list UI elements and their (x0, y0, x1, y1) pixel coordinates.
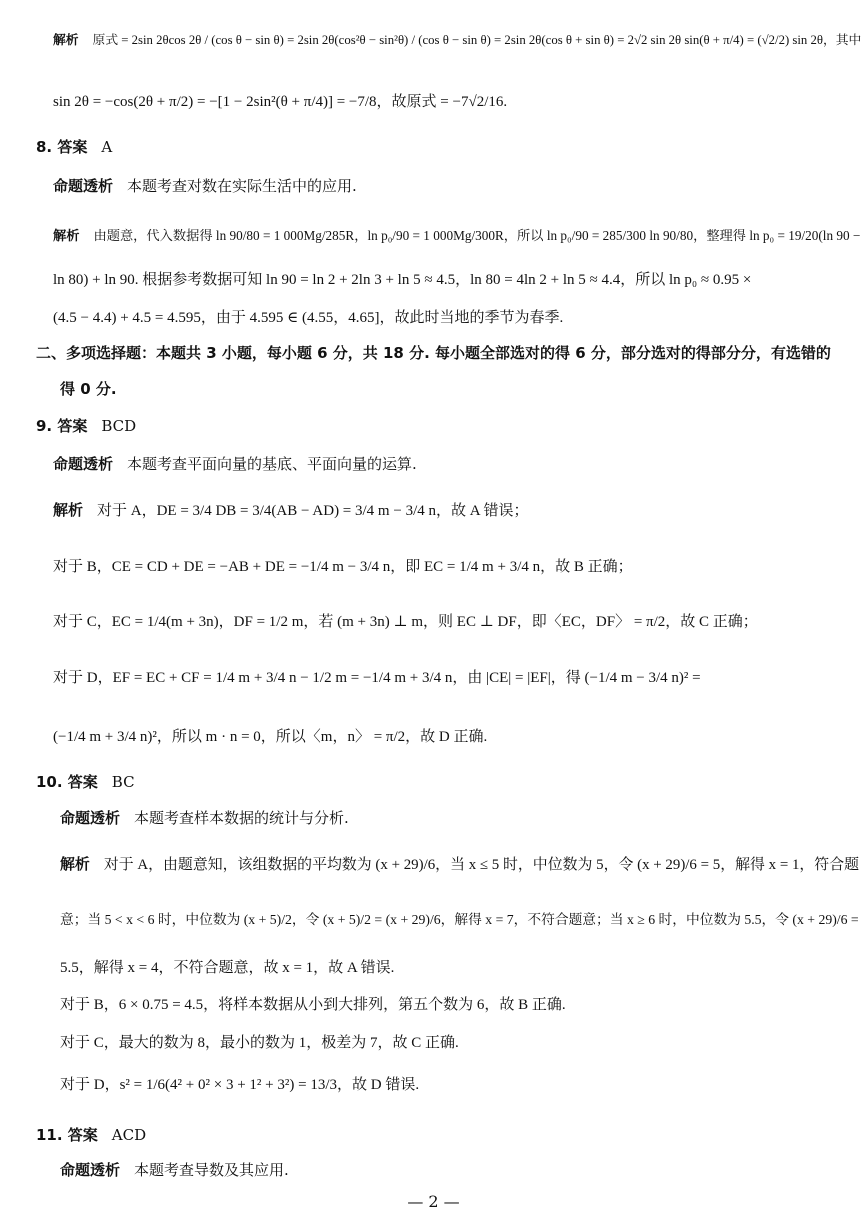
q10-analysis-lineB: 对于 B，6 × 0.75 = 4.5，将样本数据从小到大排列，第五个数为 6，故 B 正确. (60, 997, 566, 1013)
page-number: — 2 — (407, 1192, 460, 1211)
q9-answer-row (36, 416, 136, 436)
q10-intent-label: 命题透析 (60, 809, 121, 827)
q9-analysis-lineC: 对于 C，EC = 1/4(m + 3n)，DF = 1/2 m，若 (m + 3n) ⊥ m，则 EC ⊥ DF，即〈EC，DF〉 = π/2，故 C 正确； (53, 614, 758, 630)
q9-analysis-lineD2: (−1/4 m + 3/4 n)²，所以 m · n = 0，所以〈m，n〉 = π/2，故 D 正确. (53, 729, 488, 745)
q9-answer-label: 9. 答案 (36, 417, 88, 435)
q7-analysis-line1 (53, 30, 861, 51)
q11-answer-label: 11. 答案 (36, 1126, 98, 1144)
q10-analysis-text1: 对于 A，由题意知，该组数据的平均数为 (x + 29)/6，当 x ≤ 5 时，中位数为 5，令 (x + 29)/6 = 5，解得 x = 1，符合题 (103, 857, 860, 873)
q8-intent-label: 命题透析 (53, 177, 114, 195)
q8-analysis-label: 解析 (53, 229, 80, 244)
q9-intent-label: 命题透析 (53, 455, 114, 473)
q10-intent-text: 本题考查样本数据的统计与分析. (134, 809, 349, 827)
q10-analysis-label: 解析 (60, 855, 90, 873)
q8-intent-text: 本题考查对数在实际生活中的应用. (127, 177, 357, 195)
q11-intent-label: 命题透析 (60, 1161, 121, 1179)
q11-answer-value: ACD (111, 1126, 147, 1144)
q8-analysis-line2: ln 80) + ln 90. 根据参考数据可知 ln 90 = ln 2 + 2ln 3 + ln 5 ≈ 4.5，ln 80 = 4ln 2 + ln 5 ≈ 4.4，所以 ln p₀ ≈ 0.95 × (53, 272, 752, 288)
q10-analysis-lineD: 对于 D，s² = 1/6(4² + 0² × 3 + 1² + 3²) = 13/3，故 D 错误. (60, 1077, 420, 1093)
q8-answer-label: 8. 答案 (36, 138, 88, 156)
section2-heading-line1: 二、多项选择题：本题共 3 小题，每小题 6 分，共 18 分. 每小题全部选对的得 6 分，部分选对的得部分分，有选错的 (36, 344, 831, 362)
q9-intent-row (53, 454, 417, 474)
q10-analysis-line2: 意；当 5 < x < 6 时，中位数为 (x + 5)/2，令 (x + 5)/2 = (x + 29)/6，解得 x = 7，不符合题意；当 x ≥ 6 时，中位数为 5.5，令 (x + 29)/6 = (60, 912, 859, 927)
q7-analysis-label: 解析 (53, 33, 79, 48)
q10-answer-label: 10. 答案 (36, 773, 98, 791)
section2-heading-line2: 得 0 分. (60, 380, 117, 398)
q8-analysis-line3: (4.5 − 4.4) + 4.5 = 4.595，由于 4.595 ∈ (4.55，4.65]，故此时当地的季节为春季. (53, 310, 564, 326)
q11-intent-row (60, 1160, 289, 1180)
q10-analysis-lineC: 对于 C，最大的数为 8，最小的数为 1，极差为 7，故 C 正确. (60, 1035, 459, 1051)
q8-intent-row (53, 176, 357, 196)
q9-analysis-lineD1: 对于 D，EF = EC + CF = 1/4 m + 3/4 n − 1/2 m = −1/4 m + 3/4 n，由 |CE| = |EF|，得 (−1/4 m − 3/4 n)² = (53, 670, 701, 686)
q11-answer-row (36, 1125, 146, 1145)
q8-analysis-text1: 由题意，代入数据得 ln 90/80 = 1 000Mg/285R，ln p₀/90 = 1 000Mg/300R，所以 ln p₀/90 = 285/300 ln 90/80，整理得 ln p₀ = 19/20(ln 90 − (93, 228, 861, 243)
q9-analysis-lineB: 对于 B，CE = CD + DE = −AB + DE = −1/4 m − 3/4 n，即 EC = 1/4 m + 3/4 n，故 B 正确； (53, 559, 633, 575)
q7-analysis-line2: sin 2θ = −cos(2θ + π/2) = −[1 − 2sin²(θ + π/4)] = −7/8，故原式 = −7√2/16. (53, 94, 508, 110)
q9-analysis-label: 解析 (53, 501, 84, 519)
q9-answer-value: BCD (101, 417, 137, 435)
q8-answer-row (36, 137, 112, 157)
q10-answer-value: BC (111, 773, 135, 791)
q9-intent-text: 本题考查平面向量的基底、平面向量的运算. (127, 455, 417, 473)
q9-analysis-lineA (53, 500, 529, 521)
q7-analysis-text1: 原式 = 2sin 2θcos 2θ / (cos θ − sin θ) = 2sin 2θ(cos²θ − sin²θ) / (cos θ − sin θ) = 2sin 2θ(cos θ + sin θ) = 2√2 sin 2θ sin(θ + π/4) = (√2/2) sin 2θ，其中 (92, 33, 862, 47)
q10-intent-row (60, 808, 349, 828)
q9-analysis-textA: 对于 A，DE = 3/4 DB = 3/4(AB − AD) = 3/4 m − 3/4 n，故 A 错误； (97, 503, 529, 519)
q10-analysis-line1 (60, 854, 859, 875)
q8-analysis-line1 (53, 226, 860, 247)
q10-answer-row (36, 772, 135, 792)
q11-intent-text: 本题考查导数及其应用. (134, 1161, 289, 1179)
q10-analysis-line3: 5.5，解得 x = 4，不符合题意，故 x = 1，故 A 错误. (60, 960, 395, 976)
q8-answer-value: A (101, 138, 113, 156)
